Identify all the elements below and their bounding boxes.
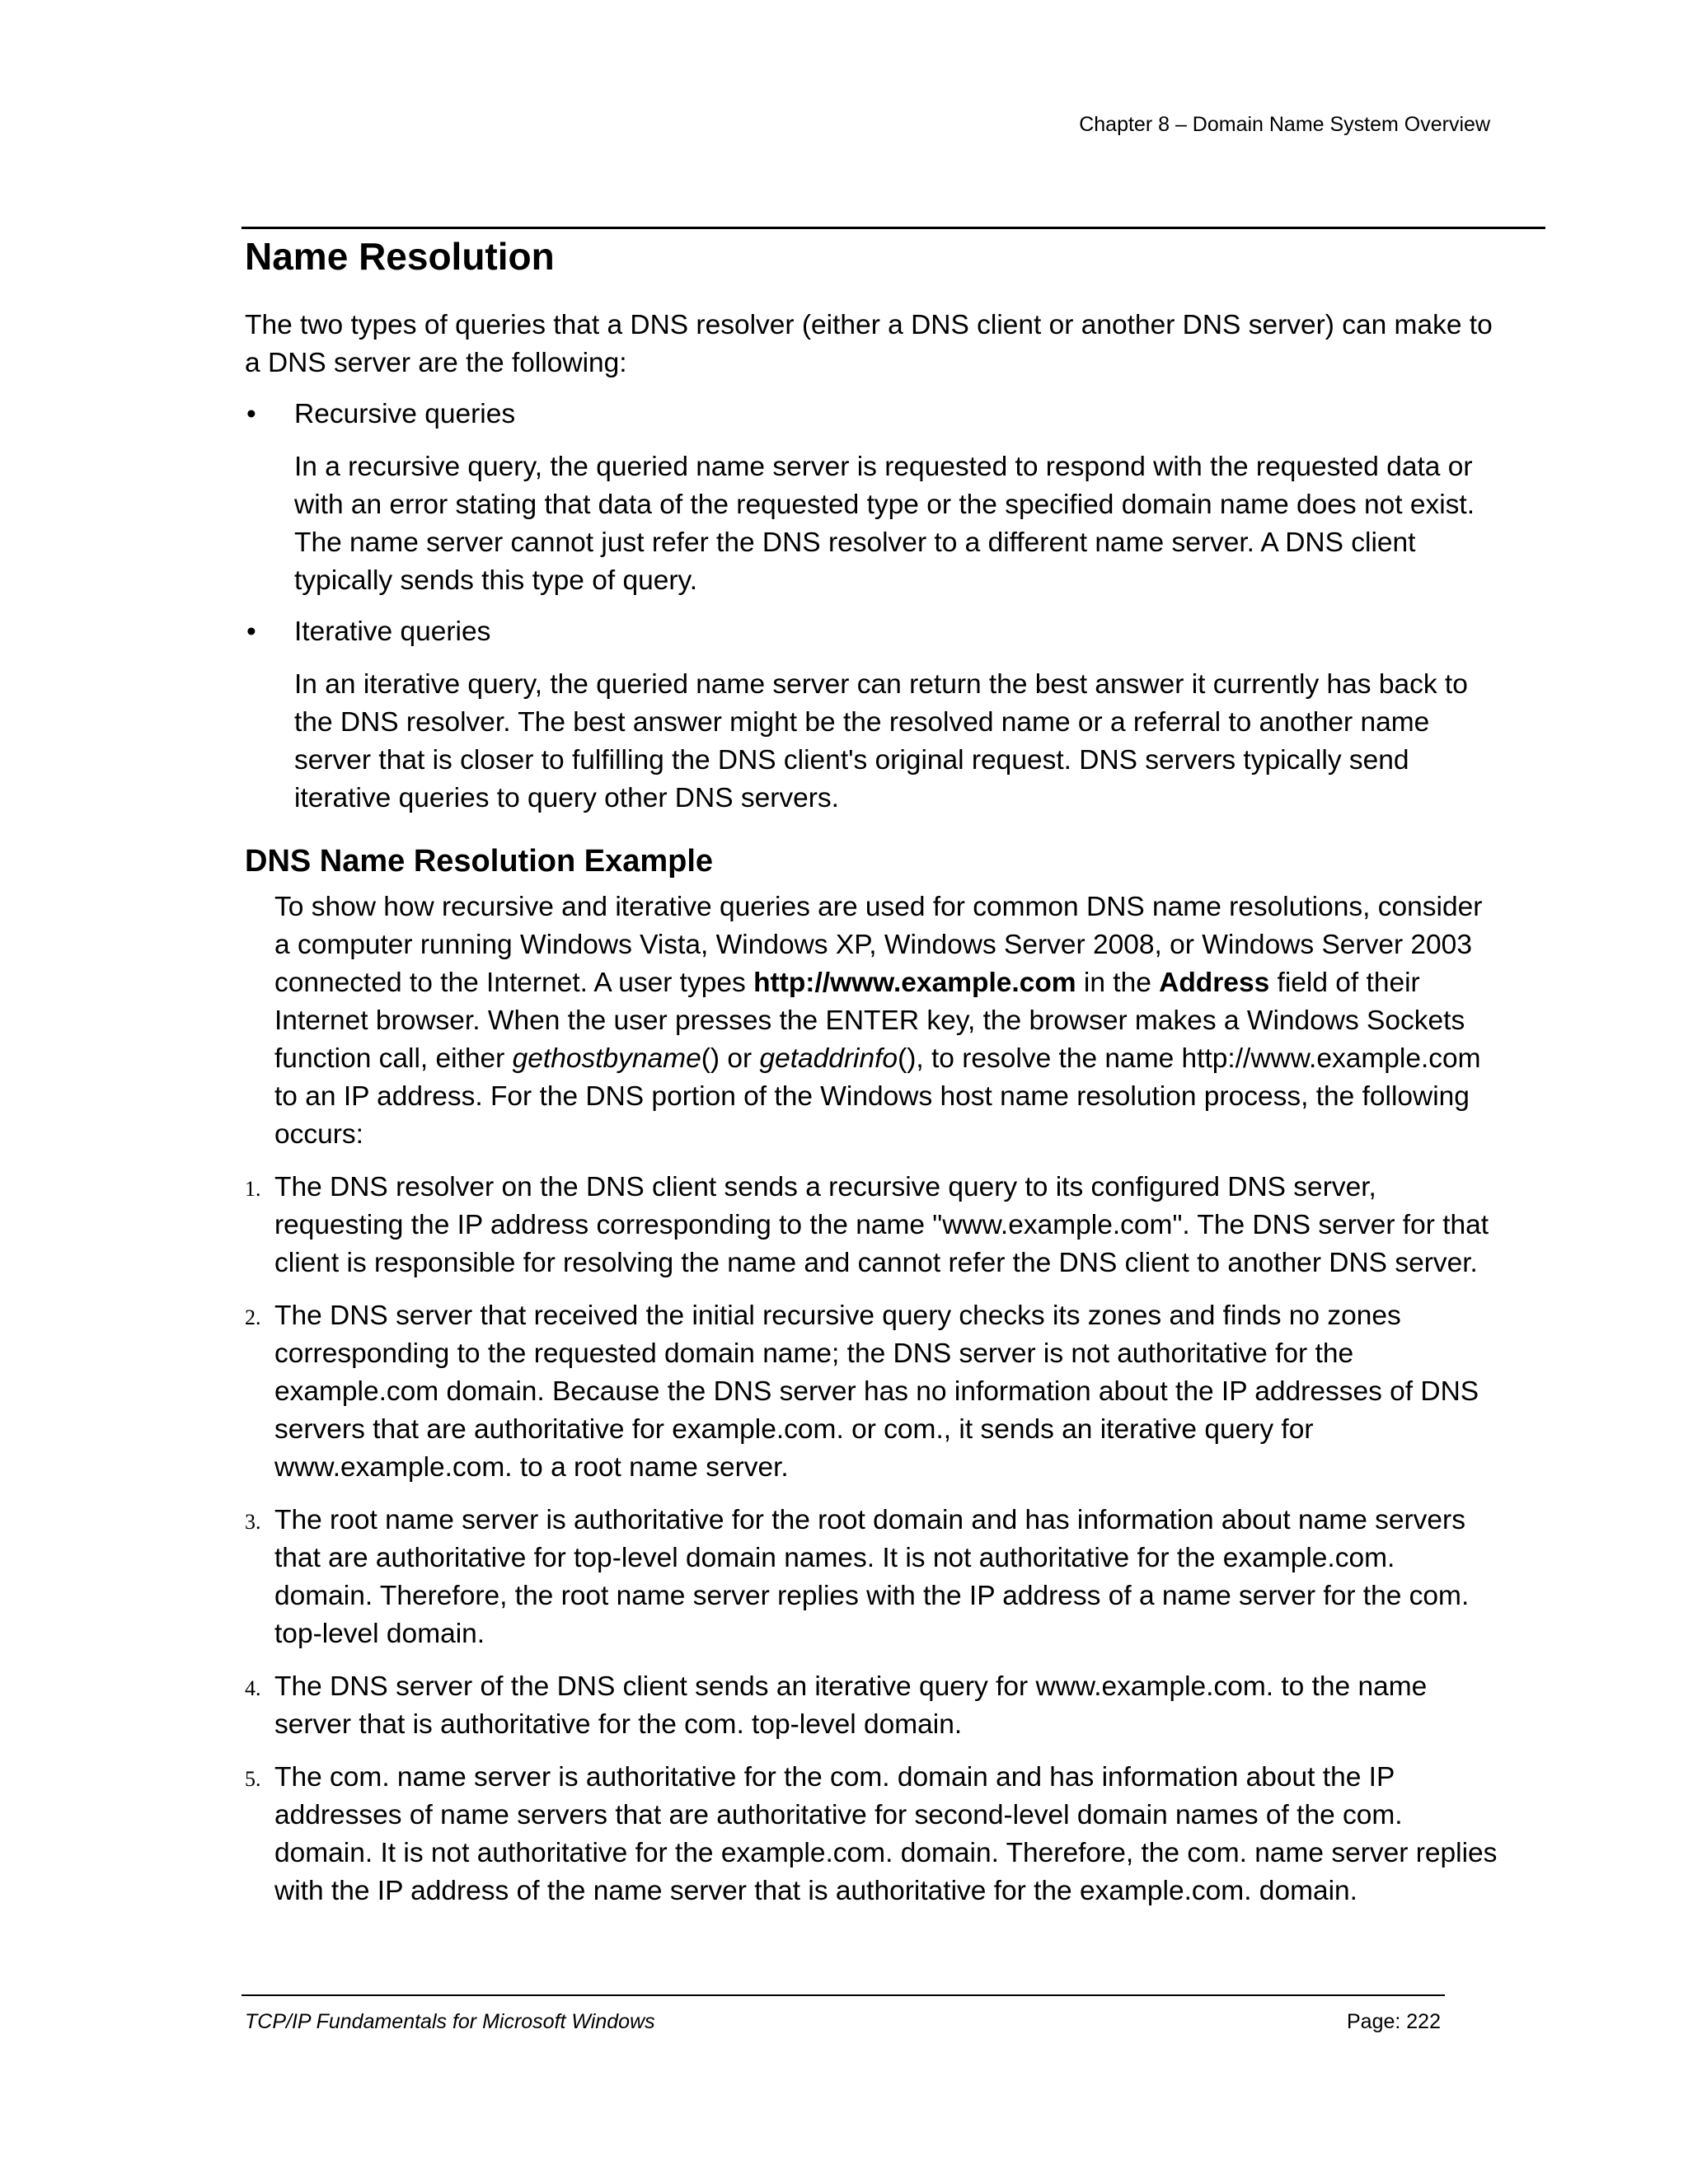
resolution-steps bbox=[245, 1169, 1498, 1910]
step-number: 4. bbox=[245, 1676, 261, 1700]
example-url: http://www.example.com bbox=[753, 968, 1076, 998]
step-text: The DNS resolver on the DNS client sends a recursive query to its configured DNS server, requesting the IP address corresponding to the name "www.example.com". The DNS server for that client is responsible for resolving the name and cannot refer the DNS client to another DNS server. bbox=[274, 1172, 1489, 1278]
step-number: 1. bbox=[245, 1177, 261, 1201]
header-rule bbox=[241, 227, 1545, 229]
bullet-description: In an iterative query, the queried name server can return the best answer it currently has back to the DNS resolver. The best answer might be the resolved name or a referral to another name server that is closer to fulfilling the DNS client's original request. DNS servers typically send iterative queries to query other DNS servers. bbox=[294, 669, 1468, 813]
step-text: The com. name server is authoritative for the com. domain and has information about the IP addresses of name servers that are authoritative for second-level domain names of the com. domain. It is not authoritative for the example.com. domain. Therefore, the com. name server replies with the IP address of the name server that is authoritative for the example.com. domain. bbox=[274, 1762, 1498, 1906]
list-item bbox=[245, 1759, 1498, 1910]
bullet-item-iterative bbox=[245, 613, 1498, 651]
step-number: 5. bbox=[245, 1767, 261, 1791]
bullet-term: Recursive queries bbox=[294, 399, 516, 429]
list-item bbox=[245, 1668, 1498, 1744]
bullet-marker: • bbox=[246, 399, 256, 429]
example-text: in the bbox=[1076, 968, 1160, 998]
step-text: The DNS server of the DNS client sends an iterative query for www.example.com. to the name server that is authoritative for the com. top-level domain. bbox=[274, 1671, 1428, 1740]
subsection-title: DNS Name Resolution Example bbox=[245, 844, 714, 879]
section-intro: The two types of queries that a DNS resolver (either a DNS client or another DNS server) can make to a DNS server are the following: bbox=[245, 310, 1493, 378]
running-header: Chapter 8 – Domain Name System Overview bbox=[1079, 113, 1490, 136]
step-text: The root name server is authoritative for the root domain and has information about name servers that are authoritative for top-level domain names. It is not authoritative for the example.com. domain. Therefore, the root name server replies with the IP address of a name server for the com. top-level domain. bbox=[274, 1505, 1470, 1649]
example-text: () or bbox=[701, 1043, 760, 1074]
footer-rule bbox=[241, 1994, 1445, 1996]
example-paragraph bbox=[274, 888, 1498, 1154]
section-title: Name Resolution bbox=[245, 235, 555, 278]
list-item bbox=[245, 1502, 1498, 1653]
step-text: The DNS server that received the initial recursive query checks its zones and finds no zones corresponding to the requested domain name; the DNS server is not authoritative for the example.com domain. Because the DNS server has no information about the IP addresses of DNS servers that are authoritative for example.com. or com., it sends an iterative query for www.example.com. to a root name server. bbox=[274, 1301, 1479, 1483]
function-name: gethostbyname bbox=[512, 1043, 701, 1074]
step-number: 3. bbox=[245, 1510, 261, 1534]
function-name: getaddrinfo bbox=[759, 1043, 898, 1074]
bullet-item-recursive bbox=[245, 396, 1498, 434]
example-text: To show how recursive and iterative queries are used for common DNS name resolutions, consider a computer running Windows Vista, Windows XP, Windows Server 2008, or Windows Server 2003 connected to the Internet. A user types bbox=[274, 892, 1483, 998]
list-item bbox=[245, 1297, 1498, 1487]
example-text: (), to resolve the name http://www.example.com to an IP address. For the DNS portion of the Windows host name resolution process, the following occurs: bbox=[274, 1043, 1481, 1150]
footer-book-title: TCP/IP Fundamentals for Microsoft Windows bbox=[245, 2010, 655, 2033]
example-text: field of their Internet browser. When the user presses the ENTER key, the browser makes a Windows Sockets function call, either bbox=[274, 968, 1465, 1074]
page-content bbox=[245, 232, 1498, 1910]
bullet-marker: • bbox=[246, 616, 256, 647]
bullet-description: In a recursive query, the queried name server is requested to respond with the requested data or with an error stating that data of the requested type or the specified domain name does not exist. The name server cannot just refer the DNS resolver to a different name server. A DNS client typically sends this type of query. bbox=[294, 452, 1475, 596]
list-item bbox=[245, 1169, 1498, 1282]
footer-page-number: Page: 222 bbox=[1347, 2010, 1441, 2033]
address-field-name: Address bbox=[1159, 968, 1270, 998]
step-number: 2. bbox=[245, 1305, 261, 1329]
bullet-term: Iterative queries bbox=[294, 616, 491, 647]
